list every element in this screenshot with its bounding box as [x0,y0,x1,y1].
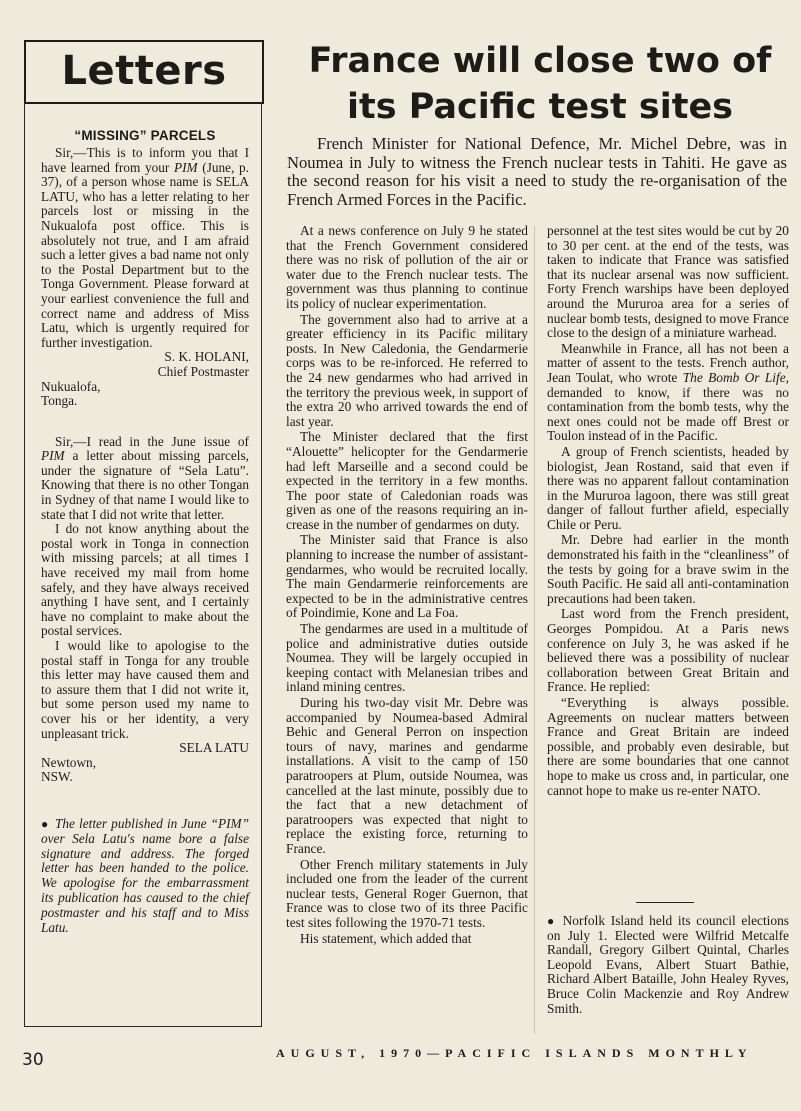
letter-2-place-line-2: NSW. [41,769,73,785]
column-rule [534,226,535,1034]
letter-1-place-line-1: Nukualofa, [41,378,101,394]
section-divider [636,902,694,903]
letter-1-place-line-2: Tonga. [41,393,78,409]
article-paragraph: His statement, which added that [300,930,472,946]
article-paragraph: Meanwhile in France, all has not been a matter of assent to the tests. French author, Jean Toulat, who wrote The Bomb Or Life, demanded to know, if there was no contamination from the bomb tests, why the next ones could not be made off Brest or Toulon instead of in the Pacific. [547,340,789,444]
letters-header-box [24,40,264,104]
letter-1-signature-title: Chief Postmaster [157,363,249,379]
letter-2-place-line-1: Newtown, [41,754,97,770]
editor-note: ● The letter published in June “PIM” over Sela Latu's name bore a false signature and address. The forged letter has been handed to the police. We apologise for the embarrassment its publication has caused to the chief postmaster and his staff and to Miss Latu. [41,815,249,935]
article-paragraph: The government also had to arrive at a greater efficiency in its Pacific military posts. In New Caledonia, the Gendarmerie corps was to be re-inforced. He referred to the 24 new gendarmes who had arrived in the territory the previous week, in support of the extra 20 who arrived towards the end of last year. [286,311,528,429]
article-paragraph: Last word from the French president, Georges Pompidou. At a Paris news conference on July 3, he was asked if he believed there was a possibility of nuclear collaboration between Great Britain and France. He replied: [547,606,789,695]
letter-2-paragraph-2: I do not know anything about the postal work in Tonga in connection with missing parcels; at all times I have received my mail from home safely, and they have always received anything I have sent, and I certainly have no complaint to make about the postal services. [41,521,249,639]
letter-2-paragraph-1: Sir,—I read in the June issue of PIM a letter about missing parcels, under the signature of “Sela Latu”. Knowing that there is no other Tongan in Sydney of that name I would like to state that I did not write that letter. [41,433,249,522]
article-paragraph: The gendarmes are used in a multitude of police and administrative duties outside Noumea. They will be largely occupied in keeping contact with Melanesian tribes and inland mining centres. [286,621,528,695]
article-column-1 [286,224,528,947]
article-headline: France will close two of its Pacific test sites [308,41,772,127]
article-paragraph: Mr. Debre had earlier in the month demonstrated his faith in the “cleanliness” of the tests by going for a brave swim in the South Pacific. He said all anti-contamination precautions had been taken. [547,532,789,606]
letter-1-body: Sir,—This is to inform you that I have learned from your PIM (June, p. 37), of a person whose name is SELA LATU, who has a letter relating to her parcels lost or missing in the Nukualofa post office. This is absolutely not true, and I am afraid such a letter gives a bad name not only to the Postal Department but to the Tonga Government. Please forward at your earliest convenience the full and correct name and address of Miss Latu, which is urgently required for further investigation. [41,145,249,350]
article-paragraph: “Everything is always possible. Agreements on nuclear matters between France and Great Britain are indeed possible, and probably even desirable, but there are some boundaries that one cannot hope to make us cross and, in particular, one cannot hope to make us re-enter NATO. [547,695,789,798]
bullet-icon: ● [41,816,50,831]
bullet-icon: ● [547,914,557,928]
letter-1-signature-name: S. K. HOLANI, [164,349,249,365]
running-footer: AUGUST, 1970—PACIFIC ISLANDS MONTHLY [276,1046,753,1060]
article-paragraph: personnel at the test sites would be cut by 20 to 30 per cent. at the end of the tests, was taken to indicate that France was satisfied that its nuclear arsenal was now sufficient. Forty French warships have been deployed around the Mururoa area for a series of nuclear bomb tests, designed to move France close to the design of a miniature warhead. [547,223,789,341]
letters-heading: “MISSING” PARCELS [74,128,216,143]
article-paragraph: Other French military statements in July included one from the leader of the current nuclear tests, General Roger Guernon, that France was to close two of its three Pacific test sites following the 1970-71 tests. [286,856,528,930]
article-column-2 [547,224,789,799]
article-paragraph: At a news conference on July 9 he stated that the French Government considered there was no risk of pollution of the air or water due to the French nuclear tests. The government was thus planning to continue its policy of nuclear experimentation. [286,223,528,311]
page-number: 30 [22,1050,44,1070]
article-paragraph: The Minister declared that the first “Alouette” helicopter for the Gendarmerie had left Marseille and a second could be expected in the territory in a few months. The poor state of Caledonian roads was given as one of the reasons requiring an in-crease in the number of gendarmes on duty. [286,429,528,532]
letter-2-paragraph-3: I would like to apologise to the postal staff in Tonga for any trouble this letter may have caused them and to assure them that I did not write it, but some person used my name to cover his or her identity, a very unpleasant trick. [41,638,249,741]
norfolk-item: ● Norfolk Island held its council elections on July 1. Elected were Wilfrid Metcalfe Randall, Gregory Gilbert Quintal, Charles Leopold Evans, Albert Stuart Bathie, Richard Albert Bataille, John Healey Ryves, Bruce Colin Mackenzie and Roy Andrew Smith. [547,913,790,1016]
letter-2-signature-name: SELA LATU [179,740,249,756]
letters-section-title: Letters [61,48,227,94]
article-paragraph: During his two-day visit Mr. Debre was accompanied by Noumea-based Admiral Behic and General Perron on inspection tours of navy, marines and gendarme installations. A visit to the camp of 150 paratroopers at Plum, outside Noumea, was cancelled at the last minute, possibly due to the fact that a new detachment of paratroopers was expected that night to replace the existing force, returning to France. [286,695,528,856]
article-paragraph: A group of French scientists, headed by biologist, Jean Rostand, said that even if there was no apparent fallout contamination in the Mururoa lagoon, there was still great danger of fallout further afield, especially Chile or Peru. [547,443,789,532]
article-paragraph: The Minister said that France is also planning to increase the number of assistant-gendarmes, who would be recruited locally. The main Gendarmerie reinforcements are expected to be in the administrative centres of Poindimie, Kone and La Foa. [286,532,528,621]
article-standfirst: French Minister for National Defence, Mr. Michel Debre, was in Noumea in July to witness the French nuclear tests in Tahiti. He gave as the second reason for his visit a need to study the re-organisation of the French Armed Forces in the Pacific. [287,134,787,209]
letters-column [24,102,262,1027]
